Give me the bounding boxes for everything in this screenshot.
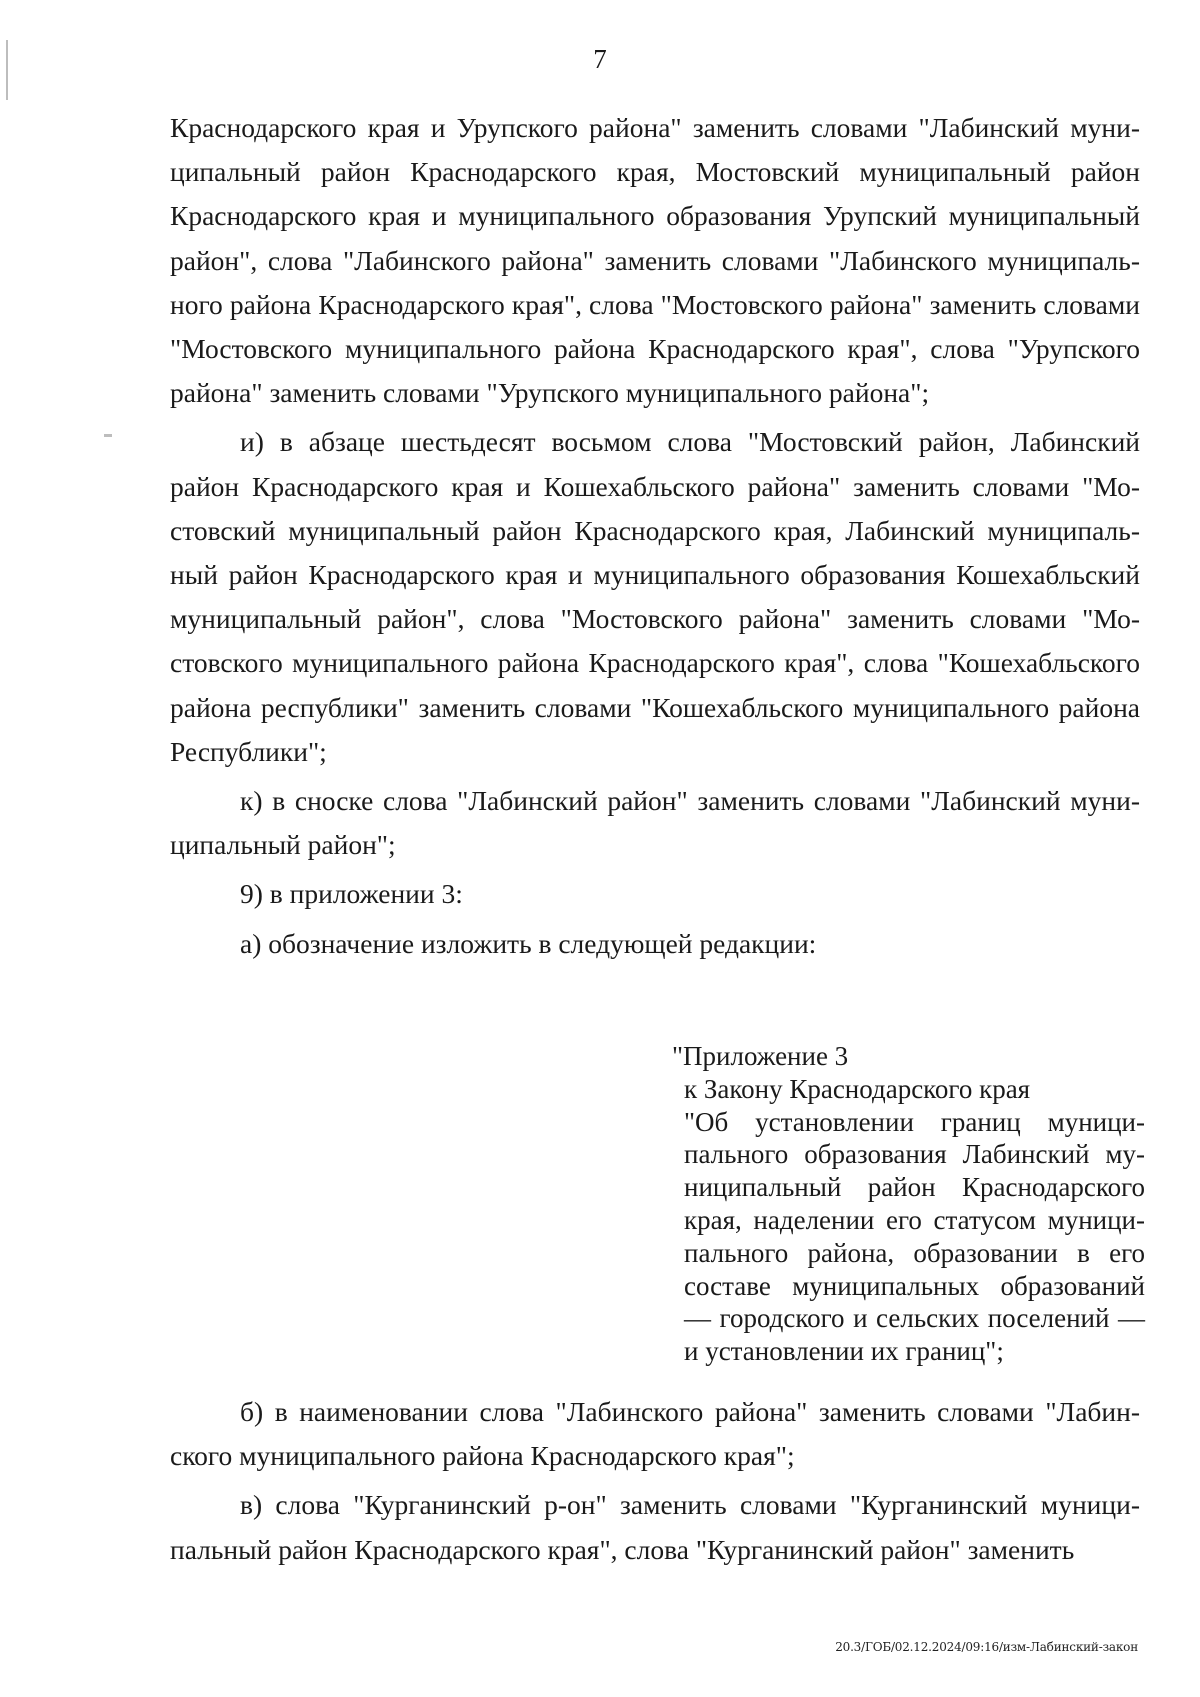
paragraph-item-i: и) в абзаце шестьдесят восьмом слова "Мостовский район, Лабинский район Краснодарского края и Кошехабльского района" заменить словами "Мостовский муниципальный район Краснодарского края, Лабинский муниципальный район Краснодарского края и муниципального образования Кошехабльский муниципальный район", слова "Мостовского района" заменить словами "Мостовского муниципального района Краснодарского края", слова "Кошехабльского района республики" заменить словами "Кошехабльского муниципального района Республики"; <box>170 426 1140 767</box>
document-body-top <box>170 106 1140 966</box>
page-number: 7 <box>593 44 607 74</box>
document-footer-code: 20.3/ГОБ/02.12.2024/09:16/изм-Лабинский-закон <box>835 1640 1138 1654</box>
paragraph-item-b: б) в наименовании слова "Лабинского района" заменить словами "Лабинского муниципального района Краснодарского края"; <box>170 1396 1140 1472</box>
appendix-designation <box>672 1040 1145 1368</box>
document-body-bottom <box>170 1390 1140 1572</box>
paragraph-item-9: 9) в приложении 3: <box>240 878 463 910</box>
paragraph-item-v: в) слова "Курганинский р-он" заменить словами "Курганинский муниципальный район Краснодарского края", слова "Курганинский район" заменить <box>170 1489 1140 1565</box>
paragraph-continuation: Краснодарского края и Урупского района" заменить словами "Лабинский муниципальный район Краснодарского края, Мостовский муниципальный район Краснодарского края и муниципального образования Урупский муниципальный район", слова "Лабинского района" заменить словами "Лабинского муниципального района Краснодарского края", слова "Мостовского района" заменить словами "Мостовского муниципального района Краснодарского края", слова "Урупского района" заменить словами "Урупского муниципального района"; <box>170 112 1140 409</box>
appendix-law-reference: к Закону Краснодарского края <box>684 1073 1031 1104</box>
appendix-law-name: "Об установлении границ муниципального образования Лабинский муниципальный район Краснодарского края, наделении его статусом муниципального района, образовании в его составе муниципальных образований — городского и сельских поселений — и установлении их границ"; <box>684 1106 1145 1367</box>
scan-artifact-mid <box>104 434 112 437</box>
paragraph-item-k: к) в сноске слова "Лабинский район" заменить словами "Лабинский муниципальный район"; <box>170 785 1140 861</box>
appendix-title: "Приложение 3 <box>672 1041 849 1071</box>
paragraph-item-a: а) обозначение изложить в следующей редакции: <box>240 927 817 959</box>
